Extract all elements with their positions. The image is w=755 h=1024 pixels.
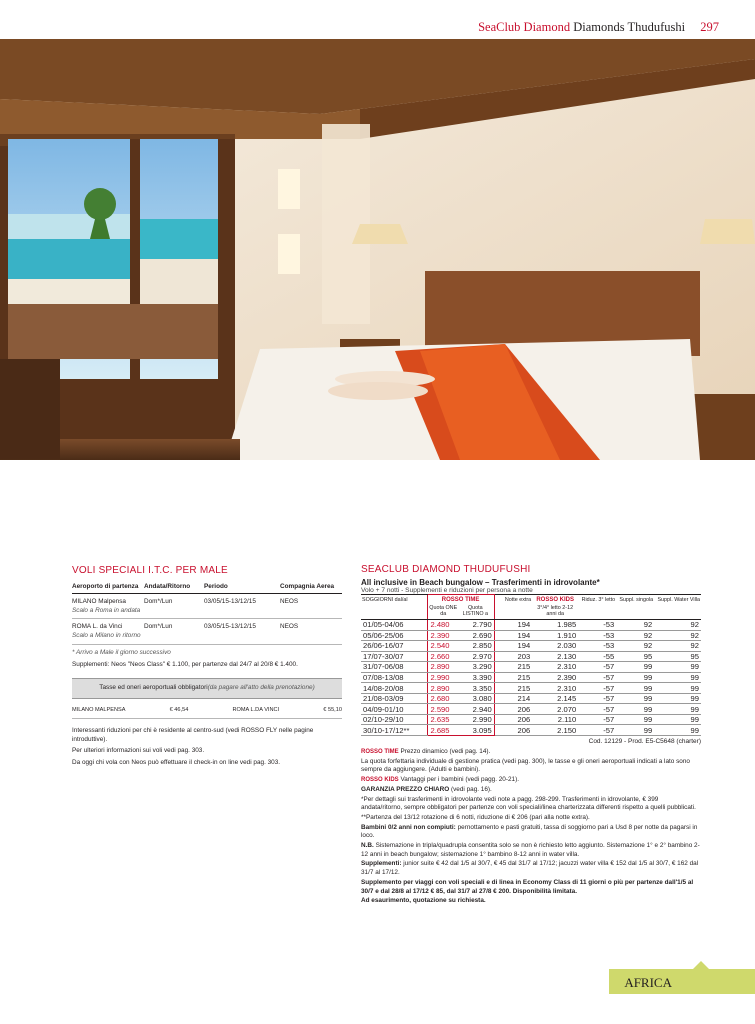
cell-listino: 3.080: [461, 693, 494, 704]
note-text: *Per dettagli sui trasferimenti in idrovolante vedi note a pagg. 298-299. Trasferimenti in idrovolante, € 399 andata/ritorno, sempre obbligatori per partenze con voli speciali/linea charterizzata differenti rispetto a quelli pubblicati.: [361, 795, 696, 812]
flight-period: 03/05/15-13/12/15: [204, 623, 256, 631]
cell-singola: 99: [616, 693, 654, 704]
th-period: SOGGIORNI dal/al: [361, 595, 427, 620]
note-kids: Vantaggi per i bambini (vedi pagg. 20-21).: [400, 776, 520, 784]
flight-note: Scalo a Roma in andata: [72, 606, 141, 614]
cell-listino: 3.350: [461, 683, 494, 694]
cell-period: 30/10-17/12**: [361, 725, 427, 736]
note-text: **Partenza del 13/12 rotazione di 6 notti, riduzione di € 206 (pari alla notte extra).: [361, 813, 590, 821]
cell-period: 31/07-06/08: [361, 662, 427, 673]
cell-notte: 215: [494, 662, 532, 673]
note-nb: Sistemazione in tripla/quadrupla consentita solo se non è richiesto letto aggiunto. Sistemazione 1° e 2° bambino 2-12 anni in beach bungalow; sistemazione 1° bambino 8-12 anni in water villa.: [361, 842, 700, 858]
cell-notte: 214: [494, 693, 532, 704]
cell-rid: -57: [578, 693, 616, 704]
tax-row: [72, 703, 342, 720]
cell-one: 2.890: [427, 662, 461, 673]
price-subtitle: All inclusive in Beach bungalow – Trasferimenti in idrovolante*: [361, 578, 600, 587]
cell-one: 2.480: [427, 620, 461, 631]
cell-rid: -53: [578, 620, 616, 631]
flights-section: [72, 564, 342, 768]
flights-footnote: * Arrivo a Male il giorno successivo: [72, 648, 171, 656]
flight-airport: MILANO Malpensa: [72, 598, 126, 606]
cell-rid: -57: [578, 672, 616, 683]
cell-one: 2.390: [427, 630, 461, 641]
cell-kids: 2.145: [532, 693, 578, 704]
cell-water: 99: [654, 725, 701, 736]
note-nb-title: N.B.: [361, 842, 374, 850]
price-table: [361, 594, 701, 736]
cell-water: 92: [654, 630, 701, 641]
table-header: [361, 595, 701, 620]
cell-kids: 2.150: [532, 725, 578, 736]
cell-one: 2.635: [427, 714, 461, 725]
flights-header: [72, 581, 342, 595]
cell-singola: 92: [616, 630, 654, 641]
tax-name: MILANO MALPENSA: [72, 706, 126, 713]
cell-water: 99: [654, 693, 701, 704]
cell-listino: 3.390: [461, 672, 494, 683]
table-row: [361, 683, 701, 694]
table-row: [361, 641, 701, 652]
table-row: [361, 714, 701, 725]
tax-title: Tasse ed oneri aeroportuali obbligatori: [99, 683, 208, 691]
info-text: Da oggi chi vola con Neos può effettuare il check-in on line vedi pag. 303.: [72, 759, 281, 767]
header-title-red: SeaClub Diamond: [478, 20, 571, 34]
table-row: [361, 693, 701, 704]
cell-singola: 99: [616, 683, 654, 694]
th-kids: 3°/4° letto 2-12 anni da: [537, 604, 574, 618]
flight-days: Dom*/Lun: [144, 598, 173, 606]
cell-listino: 2.790: [461, 620, 494, 631]
cell-singola: 92: [616, 641, 654, 652]
cell-notte: 215: [494, 683, 532, 694]
flights-supplements: Supplementi: Neos "Neos Class" € 1.100, per partenze dal 24/7 al 20/8 € 1.400.: [72, 661, 298, 669]
cell-water: 92: [654, 641, 701, 652]
cell-listino: 3.095: [461, 725, 494, 736]
th-singola: Suppl. singola: [616, 595, 654, 620]
table-row: [361, 662, 701, 673]
cell-kids: 1.985: [532, 620, 578, 631]
table-row: [361, 704, 701, 715]
cell-singola: 95: [616, 651, 654, 662]
flight-row: [72, 594, 342, 619]
tax-name: ROMA L.DA VINCI: [232, 706, 280, 713]
cell-notte: 194: [494, 641, 532, 652]
note-supp: junior suite € 42 dal 1/5 al 30/7, € 45 dal 31/7 al 17/12; jacuzzi water villa € 152 dal 1/5 al 30/7, € 162 dal 31/7 al 17/12.: [361, 860, 699, 877]
cell-one: 2.540: [427, 641, 461, 652]
tax-value: € 46,54: [169, 706, 189, 713]
cell-notte: 206: [494, 704, 532, 715]
flight-airport: ROMA L. da Vinci: [72, 623, 123, 631]
cell-kids: 2.310: [532, 683, 578, 694]
cell-kids: 2.390: [532, 672, 578, 683]
th-listino: Quota LISTINO a: [462, 604, 489, 618]
table-row: [361, 651, 701, 662]
col-airline: Compagnia Aerea: [280, 582, 335, 590]
note-garanzia-title: GARANZIA PREZZO CHIARO: [361, 785, 450, 793]
cell-kids: 2.130: [532, 651, 578, 662]
cell-notte: 206: [494, 725, 532, 736]
cell-notte: 203: [494, 651, 532, 662]
th-water: Suppl. Water Villa: [654, 595, 701, 620]
cell-listino: 2.990: [461, 714, 494, 725]
note-garanzia: (vedi pag. 16).: [450, 785, 492, 793]
info-text: Interessanti riduzioni per chi è residente al centro-sud (vedi ROSSO FLY nelle pagine introduttive).: [72, 727, 314, 743]
cell-water: 99: [654, 714, 701, 725]
table-row: [361, 630, 701, 641]
cell-period: 21/08-03/09: [361, 693, 427, 704]
tax-value: € 55,10: [323, 706, 342, 713]
cell-water: 99: [654, 683, 701, 694]
hotel-room-photo: [0, 39, 755, 460]
cell-rid: -55: [578, 651, 616, 662]
cell-listino: 2.850: [461, 641, 494, 652]
th-one: Quota ONE da: [429, 604, 458, 618]
cell-rid: -57: [578, 714, 616, 725]
region-label: AFRICA: [624, 975, 672, 990]
cell-period: 14/08-20/08: [361, 683, 427, 694]
rosso-kids-logo: ROSSO KIDS: [361, 777, 399, 784]
cell-water: 92: [654, 620, 701, 631]
cell-listino: 2.970: [461, 651, 494, 662]
cell-kids: 2.310: [532, 662, 578, 673]
price-title: SEACLUB DIAMOND THUDUFUSHI: [361, 564, 531, 575]
rosso-time-logo: ROSSO TIME: [361, 749, 399, 756]
cell-singola: 99: [616, 704, 654, 715]
price-section: [361, 564, 701, 906]
cell-period: 05/06-25/06: [361, 630, 427, 641]
cell-notte: 206: [494, 714, 532, 725]
cell-period: 07/08-13/08: [361, 672, 427, 683]
note-time: Prezzo dinamico (vedi pag. 14).: [400, 748, 491, 756]
flights-title: VOLI SPECIALI I.T.C. PER MALE: [72, 565, 228, 576]
product-code: Cod. 12129 - Prod. E5-C5648 (charter): [588, 738, 701, 746]
cell-one: 2.890: [427, 683, 461, 694]
page-header: [478, 20, 719, 35]
flight-airline: NEOS: [280, 623, 299, 631]
rosso-kids-logo: ROSSO KIDS: [536, 597, 575, 603]
th-notte: Notte extra: [494, 595, 532, 620]
cell-listino: 2.690: [461, 630, 494, 641]
cell-period: 02/10-29/10: [361, 714, 427, 725]
cell-singola: 99: [616, 672, 654, 683]
cell-kids: 2.030: [532, 641, 578, 652]
cell-notte: 194: [494, 630, 532, 641]
cell-water: 99: [654, 672, 701, 683]
cell-water: 99: [654, 704, 701, 715]
price-note: Volo + 7 notti - Supplementi e riduzioni per persona a notte: [361, 587, 533, 594]
notes: [361, 748, 701, 906]
cell-singola: 99: [616, 714, 654, 725]
cell-water: 95: [654, 651, 701, 662]
tax-box: [72, 678, 342, 699]
region-tab: [609, 969, 755, 994]
note-text: La quota forfettaria individuale di gestione pratica (vedi pag. 300), le tasse e gli oneri aeroportuali indicati a lato sono sempre da aggiungere. (Adulti e bambini).: [361, 757, 690, 774]
col-period: Periodo: [204, 582, 228, 590]
cell-period: 26/06-16/07: [361, 641, 427, 652]
flight-note: Scalo a Milano in ritorno: [72, 632, 141, 640]
col-airport: Aeroporto di partenza: [72, 582, 139, 590]
cell-singola: 99: [616, 662, 654, 673]
th-rid: Riduz. 3° letto: [578, 595, 616, 620]
cell-listino: 3.290: [461, 662, 494, 673]
cell-singola: 92: [616, 620, 654, 631]
col-days: Andata/Ritorno: [144, 582, 191, 590]
cell-kids: 1.910: [532, 630, 578, 641]
cell-kids: 2.110: [532, 714, 578, 725]
cell-one: 2.590: [427, 704, 461, 715]
note-bambini: pernottamento e pasti gratuiti, tassa di soggiorno pari a Usd 8 per notte da pagarsi in loco.: [361, 823, 698, 840]
cell-rid: -57: [578, 662, 616, 673]
cell-rid: -57: [578, 683, 616, 694]
note-bold: Supplemento per viaggi con voli speciali e di linea in Economy Class di 11 giorni o più per partenze dall'1/5 al 30/7 e dal 28/8 al 17/12 € 85, dal 31/7 al 27/8 € 200. Disponibilità limitata.: [361, 878, 694, 895]
cell-period: 17/07-30/07: [361, 651, 427, 662]
note-bold: Ad esaurimento, quotazione su richiesta.: [361, 897, 486, 905]
cell-one: 2.990: [427, 672, 461, 683]
info-text: Per ulteriori informazioni sui voli vedi pag. 303.: [72, 747, 205, 755]
note-supp-title: Supplementi:: [361, 860, 402, 868]
table-row: [361, 620, 701, 631]
flight-row: [72, 619, 342, 644]
cell-rid: -53: [578, 641, 616, 652]
cell-rid: -53: [578, 630, 616, 641]
table-row: [361, 725, 701, 736]
cell-listino: 2.940: [461, 704, 494, 715]
rosso-time-logo: ROSSO TIME: [441, 597, 480, 603]
header-title: Diamonds Thudufushi: [573, 20, 686, 34]
cell-period: 01/05-04/06: [361, 620, 427, 631]
cell-notte: 215: [494, 672, 532, 683]
flight-period: 03/05/15-13/12/15: [204, 598, 256, 606]
cell-water: 99: [654, 662, 701, 673]
table-row: [361, 672, 701, 683]
flight-days: Dom*/Lun: [144, 623, 173, 631]
page-number: 297: [700, 20, 719, 34]
cell-kids: 2.070: [532, 704, 578, 715]
flight-airline: NEOS: [280, 598, 299, 606]
cell-singola: 99: [616, 725, 654, 736]
region-tab-arrow: [693, 961, 709, 969]
cell-one: 2.680: [427, 693, 461, 704]
cell-one: 2.685: [427, 725, 461, 736]
tax-subtitle: (da pagare all'atto della prenotazione): [207, 683, 315, 691]
cell-period: 04/09-01/10: [361, 704, 427, 715]
cell-rid: -57: [578, 725, 616, 736]
cell-rid: -57: [578, 704, 616, 715]
cell-one: 2.660: [427, 651, 461, 662]
note-bambini-title: Bambini 0/2 anni non compiuti:: [361, 823, 456, 831]
cell-notte: 194: [494, 620, 532, 631]
